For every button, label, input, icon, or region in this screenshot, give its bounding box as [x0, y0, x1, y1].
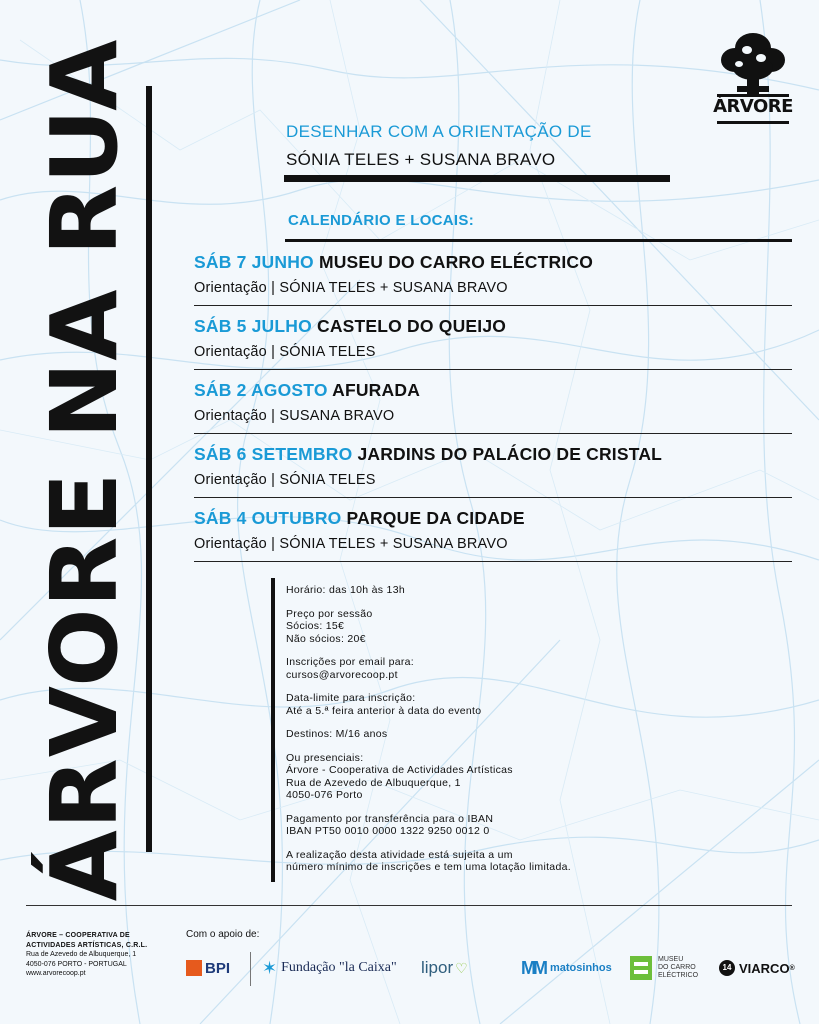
event-label: Orientação: [194, 280, 267, 296]
orientation-names: SÓNIA TELES + SUSANA BRAVO: [286, 150, 556, 169]
email-title: Inscrições por email para:: [286, 656, 415, 668]
event-label: Orientação: [194, 472, 267, 488]
schedule-text: Horário: das 10h às 13h: [286, 584, 405, 596]
event-title: [194, 380, 420, 401]
deadline-title: Data-limite para inscrição:: [286, 692, 416, 704]
orientation-heading: DESENHAR COM A ORIENTAÇÃO DE: [286, 122, 592, 141]
info-block: [286, 584, 571, 885]
event-guides-names: SÓNIA TELES: [279, 344, 376, 360]
org-address: Rua de Azevedo de Albuquerque, 1: [26, 951, 137, 958]
price-non-members: Não sócios: 20€: [286, 632, 366, 645]
sponsor-matosinhos-logo: [521, 950, 612, 986]
in-person-city: 4050-076 Porto: [286, 789, 363, 801]
vertical-title: [26, 38, 144, 902]
event-place: PARQUE DA CIDADE: [346, 508, 525, 528]
event-guides-names: SÓNIA TELES + SUSANA BRAVO: [279, 280, 508, 296]
event-item: [194, 242, 792, 306]
title-rule: [146, 86, 152, 852]
audience-text: Destinos: M/16 anos: [286, 728, 388, 740]
bpi-text: BPI: [205, 959, 231, 977]
event-guides-names: SÓNIA TELES: [279, 472, 376, 488]
org-city: 4050-076 PORTO - PORTUGAL: [26, 960, 127, 968]
sponsor-lacaixa-logo: [262, 950, 397, 986]
event-date: SÁB 2 AGOSTO: [194, 380, 328, 400]
matosinhos-text: matosinhos: [550, 962, 612, 974]
event-title: [194, 316, 506, 337]
event-label: Orientação: [194, 408, 267, 424]
event-title: [194, 444, 662, 465]
event-place: AFURADA: [332, 380, 421, 400]
info-rule: [271, 578, 275, 882]
event-place: CASTELO DO QUEIJO: [316, 316, 507, 336]
event-item: [194, 434, 792, 498]
sponsor-lipor-logo: [421, 950, 468, 986]
sponsor-viarco-logo: [719, 950, 795, 986]
orientation-rule: [284, 175, 670, 182]
event-guides: Orientação | SÓNIA TELES: [194, 344, 376, 360]
viarco-text: VIARCO: [739, 960, 790, 976]
sponsor-museu-logo: [630, 950, 698, 986]
in-person-street: Rua de Azevedo de Albuquerque, 1: [286, 776, 461, 789]
sponsor-separator: [250, 952, 251, 986]
deadline-text: Até a 5.ª feira anterior à data do evento: [286, 704, 482, 717]
event-guides: Orientação | SÓNIA TELES + SUSANA BRAVO: [194, 536, 508, 552]
event-label: Orientação: [194, 536, 267, 552]
event-place: MUSEU DO CARRO ELÉCTRICO: [318, 252, 594, 272]
event-guides: Orientação | SÓNIA TELES: [194, 472, 376, 488]
event-date: SÁB 4 OUTUBRO: [194, 508, 342, 528]
event-guides: Orientação | SÓNIA TELES + SUSANA BRAVO: [194, 280, 508, 296]
event-item: [194, 498, 792, 562]
viarco-icon: 14: [719, 960, 735, 976]
museu-icon: [630, 956, 652, 980]
event-date: SÁB 6 SETEMBRO: [194, 444, 353, 464]
logo-wordmark: ÁRVORE: [713, 96, 793, 117]
museu-line-3: ELÉCTRICO: [658, 972, 699, 979]
org-website[interactable]: www.arvorecoop.pt: [26, 970, 86, 977]
lipor-text: lipor: [421, 958, 454, 977]
event-label: Orientação: [194, 344, 267, 360]
event-item: [194, 306, 792, 370]
event-guides-names: SUSANA BRAVO: [279, 408, 395, 424]
footer-rule: [26, 905, 792, 906]
sponsor-bpi-logo: [186, 950, 230, 986]
star-icon: ✶: [262, 957, 278, 978]
iban-text: IBAN PT50 0010 0000 1322 9250 0012 0: [286, 825, 490, 837]
note-line-2: número mínimo de inscrições e tem uma lotação limitada.: [286, 861, 571, 873]
note-line-1: A realização desta atividade está sujeita a um: [286, 848, 513, 861]
event-place: JARDINS DO PALÁCIO DE CRISTAL: [357, 444, 663, 464]
event-guides: Orientação | SUSANA BRAVO: [194, 408, 395, 424]
organization-info: [26, 931, 147, 979]
museu-line-1: MUSEU: [658, 956, 684, 963]
viarco-registered: ®: [789, 964, 795, 972]
event-date: SÁB 5 JULHO: [194, 316, 312, 336]
in-person-title: Ou presenciais:: [286, 751, 364, 764]
price-members: Sócios: 15€: [286, 620, 345, 632]
calendar-heading: CALENDÁRIO E LOCAIS:: [288, 212, 474, 229]
event-date: SÁB 7 JUNHO: [194, 252, 314, 272]
email-link[interactable]: cursos@arvorecoop.pt: [286, 668, 398, 681]
event-title: [194, 508, 525, 529]
event-title: [194, 252, 593, 273]
payment-title: Pagamento por transferência para o IBAN: [286, 812, 494, 825]
heart-icon: ♡: [455, 959, 468, 976]
price-title: Preço por sessão: [286, 607, 373, 620]
in-person-org: Árvore - Cooperativa de Actividades Artísticas: [286, 764, 513, 776]
bpi-icon: [186, 960, 202, 976]
org-name-line-1: ÁRVORE – COOPERATIVA DE: [26, 932, 130, 939]
event-item: [194, 370, 792, 434]
matosinhos-icon: MM: [521, 957, 545, 978]
support-label: Com o apoio de:: [186, 929, 260, 940]
lacaixa-text: Fundação "la Caixa": [281, 960, 397, 975]
org-name-line-2: ACTIVIDADES ARTÍSTICAS, C.R.L.: [26, 941, 148, 949]
event-rule: [194, 561, 792, 562]
event-guides-names: SÓNIA TELES + SUSANA BRAVO: [279, 536, 508, 552]
museu-text: [658, 956, 698, 980]
museu-line-2: DO CARRO: [658, 964, 696, 971]
title-text: ÁRVORE NA RUA: [31, 38, 138, 902]
